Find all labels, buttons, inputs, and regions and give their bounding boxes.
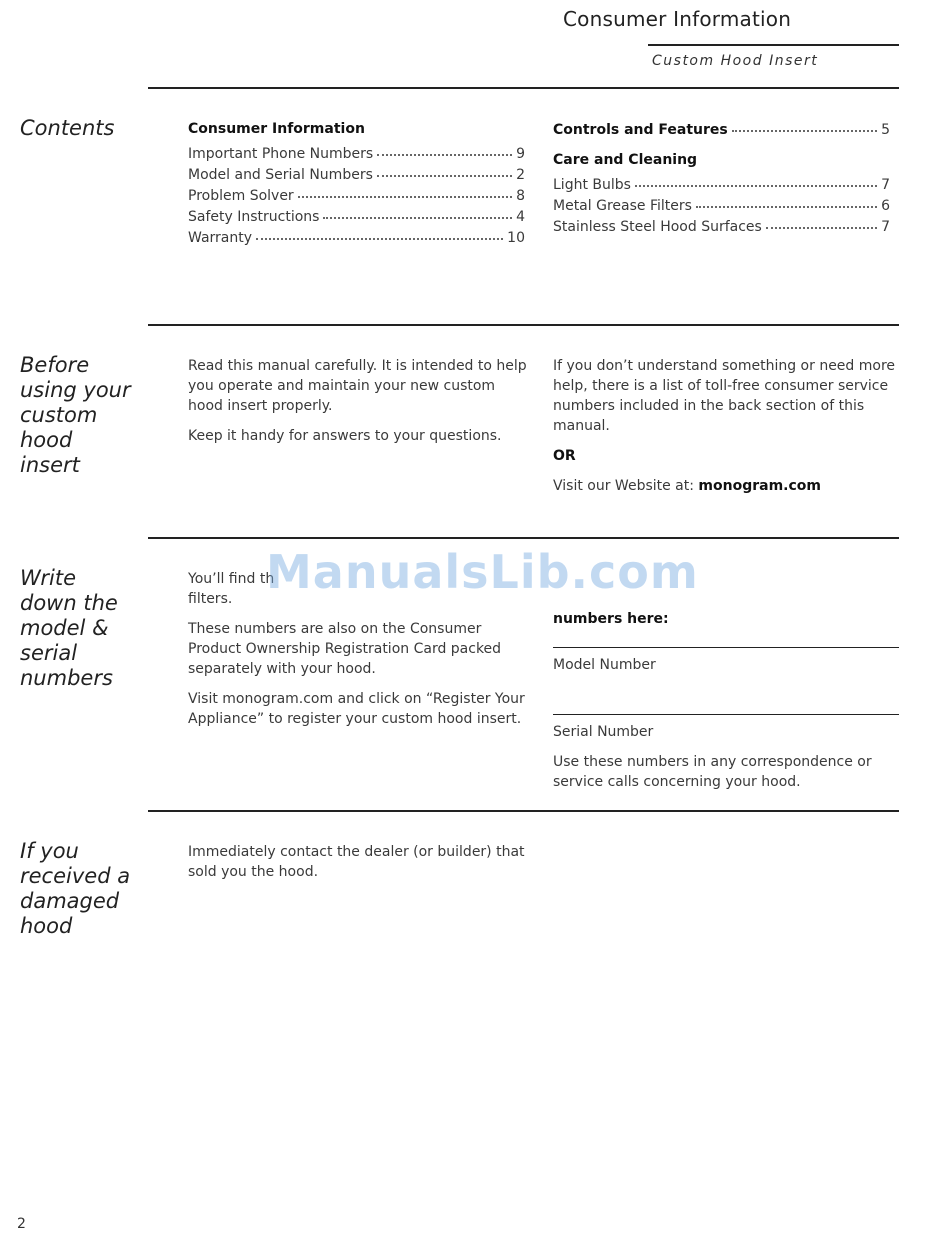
toc-leader (298, 183, 512, 198)
toc-item-label: Light Bulbs (553, 177, 631, 193)
contents-heading: Contents (20, 116, 115, 140)
toc-leader (377, 162, 512, 177)
toc-item-label: Safety Instructions (188, 209, 320, 225)
register-online-paragraph: Visit monogram.com and click on “Register Your Appliance” to register your custom hood insert. (188, 691, 525, 727)
damaged-text-column (188, 842, 530, 892)
registration-card-paragraph: These numbers are also on the Consumer Product Ownership Registration Card packed separately with your hood. (188, 621, 502, 677)
page-number: 2 (17, 1216, 26, 1232)
manualslib-watermark: ManualsLib.com (266, 545, 699, 599)
page-header-subtitle: Custom Hood Insert (652, 53, 819, 69)
website-prefix: Visit our Website at: (553, 478, 699, 494)
toc-controls-page: 5 (881, 122, 890, 138)
before-using-paragraph-1: Read this manual carefully. It is intended to help you operate and maintain your new custom hood insert properly. (188, 358, 527, 414)
write-down-right (553, 569, 899, 802)
toc-right-list (553, 174, 890, 237)
before-using-left (188, 356, 530, 456)
toc-leader (635, 172, 877, 187)
damaged-heading: If you received a damaged hood (20, 839, 131, 938)
model-number-label: Model Number (553, 657, 656, 673)
toc-care-title: Care and Cleaning (553, 152, 698, 168)
help-paragraph: If you don’t understand something or need more help, there is a list of toll-free consumer service numbers included in the back section of this manual. (553, 358, 896, 434)
page-header-title: Consumer Information (563, 7, 792, 31)
toc-item-page: 10 (507, 230, 525, 246)
label-location-tail: filters. (188, 591, 233, 607)
toc-row[interactable] (188, 185, 525, 206)
toc-controls-label: Controls and Features (553, 122, 728, 138)
write-down-heading: Write down the model & serial numbers (20, 566, 118, 690)
toc-leader (696, 193, 877, 208)
toc-leader (377, 141, 512, 156)
toc-row[interactable] (553, 174, 890, 195)
toc-item-page: 4 (516, 209, 525, 225)
write-down-left (188, 569, 530, 739)
section-divider-top (148, 87, 899, 89)
section-divider (148, 810, 899, 812)
toc-row[interactable] (188, 164, 525, 185)
before-using-right (553, 356, 899, 506)
toc-item-page: 9 (516, 146, 525, 162)
toc-row[interactable] (553, 216, 890, 237)
toc-item-page: 8 (516, 188, 525, 204)
damaged-instructions: Immediately contact the dealer (or builder) that sold you the hood. (188, 844, 525, 880)
toc-item-page: 7 (881, 219, 890, 235)
toc-item-page: 2 (516, 167, 525, 183)
toc-leader (256, 225, 503, 240)
toc-item-page: 6 (881, 198, 890, 214)
toc-item-label: Problem Solver (188, 188, 294, 204)
toc-item-label: Stainless Steel Hood Surfaces (553, 219, 762, 235)
toc-item-label: Model and Serial Numbers (188, 167, 373, 183)
numbers-usage-note: Use these numbers in any correspondence or service calls concerning your hood. (553, 754, 872, 790)
toc-controls-row[interactable] (553, 119, 890, 140)
toc-row[interactable] (553, 195, 890, 216)
section-divider (148, 324, 899, 326)
toc-item-label: Warranty (188, 230, 253, 246)
website-line (553, 476, 899, 496)
write-numbers-intro-text: numbers here: (553, 611, 669, 627)
serial-number-label: Serial Number (553, 724, 654, 740)
toc-leader (323, 204, 512, 219)
contents-left-column (188, 119, 525, 248)
contents-right-column (553, 119, 890, 237)
section-divider (148, 537, 899, 539)
toc-item-label: Important Phone Numbers (188, 146, 374, 162)
website-link[interactable]: monogram.com (698, 478, 821, 494)
write-numbers-intro (553, 569, 899, 629)
toc-leader (732, 117, 877, 132)
before-using-heading: Before using your custom hood insert (20, 353, 131, 477)
toc-row[interactable] (188, 143, 525, 164)
before-using-paragraph-2: Keep it handy for answers to your questions. (188, 428, 502, 444)
or-label: OR (553, 448, 576, 464)
model-number-line[interactable] (553, 647, 899, 648)
label-location-paragraph (188, 569, 530, 609)
label-location-text: You’ll find th (188, 571, 275, 587)
header-divider (648, 44, 899, 46)
toc-leader (766, 214, 877, 229)
toc-item-label: Metal Grease Filters (553, 198, 692, 214)
toc-row[interactable] (188, 227, 525, 248)
toc-item-page: 7 (881, 177, 890, 193)
toc-row[interactable] (188, 206, 525, 227)
toc-left-list (188, 143, 525, 248)
serial-number-line[interactable] (553, 714, 899, 715)
toc-consumer-info-title: Consumer Information (188, 121, 365, 137)
